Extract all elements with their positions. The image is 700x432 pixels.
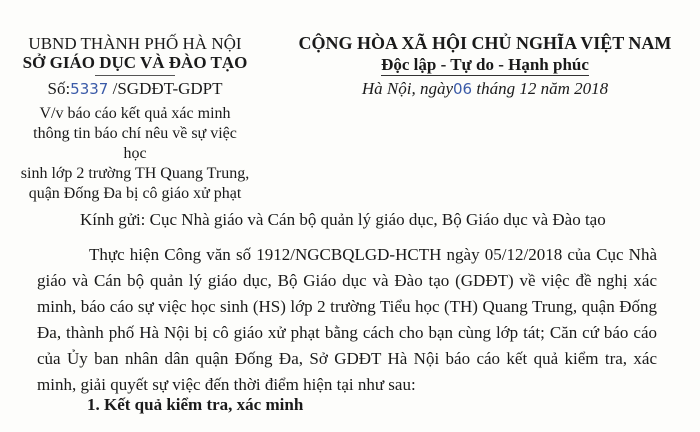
subject-line: thông tin báo chí nêu về sự việc học (33, 125, 237, 162)
paragraph-text: Thực hiện Công văn số 1912/NGCBQLGD-HCTH ngày 05/12/2018 của Cục Nhà giáo và Cán bộ quản lý giáo dục, Bộ Giáo dục và Đào tạo (GDĐT) về việc đề nghị xác minh, báo cáo sự việc học sinh (HS) lớp 2 trường Tiểu học (TH) Quang Trung, quận Đống Đa, thành phố Hà Nội bị cô giáo xử phạt bằng cách cho bạn cùng lớp tát; Căn cứ báo cáo của Ủy ban nhân dân quận Đống Đa, Sở GDĐT Hà Nội báo cáo kết quả kiểm tra, xác minh, giải quyết sự việc đến thời điểm hiện tại như sau: (37, 245, 657, 394)
header-divider (95, 75, 175, 76)
motto-text: Độc lập - Tự do - Hạnh phúc (381, 55, 589, 74)
subject-line: V/v báo cáo kết quả xác minh (39, 105, 231, 122)
subject-block (20, 104, 250, 204)
national-title: CỘNG HÒA XÃ HỘI CHỦ NGHĨA VIỆT NAM (298, 33, 672, 53)
subject-line: sinh lớp 2 trường TH Quang Trung, (20, 165, 250, 182)
document-date (285, 79, 685, 99)
subject-line: quận Đống Đa bị cô giáo xử phạt (28, 185, 242, 202)
document-number (20, 79, 250, 99)
number-prefix: Số: (47, 79, 71, 98)
handwritten-number: 5337 (70, 80, 109, 98)
section-heading: 1. Kết quả kiểm tra, xác minh (87, 395, 304, 414)
recipient-greeting: Kính gửi: Cục Nhà giáo và Cán bộ quản lý giáo dục, Bộ Giáo dục và Đào tạo (80, 210, 606, 229)
body-paragraph (37, 242, 657, 398)
issuing-agency: UBND THÀNH PHỐ HÀ NỘI (28, 34, 242, 53)
handwritten-day: 06 (453, 80, 473, 98)
date-suffix: tháng 12 năm 2018 (472, 79, 609, 98)
number-suffix: /SGDĐT-GDPT (108, 79, 223, 98)
date-prefix: Hà Nội, ngày (361, 79, 454, 98)
issuing-department: SỞ GIÁO DỤC VÀ ĐÀO TẠO (22, 53, 248, 72)
national-motto (285, 55, 685, 75)
